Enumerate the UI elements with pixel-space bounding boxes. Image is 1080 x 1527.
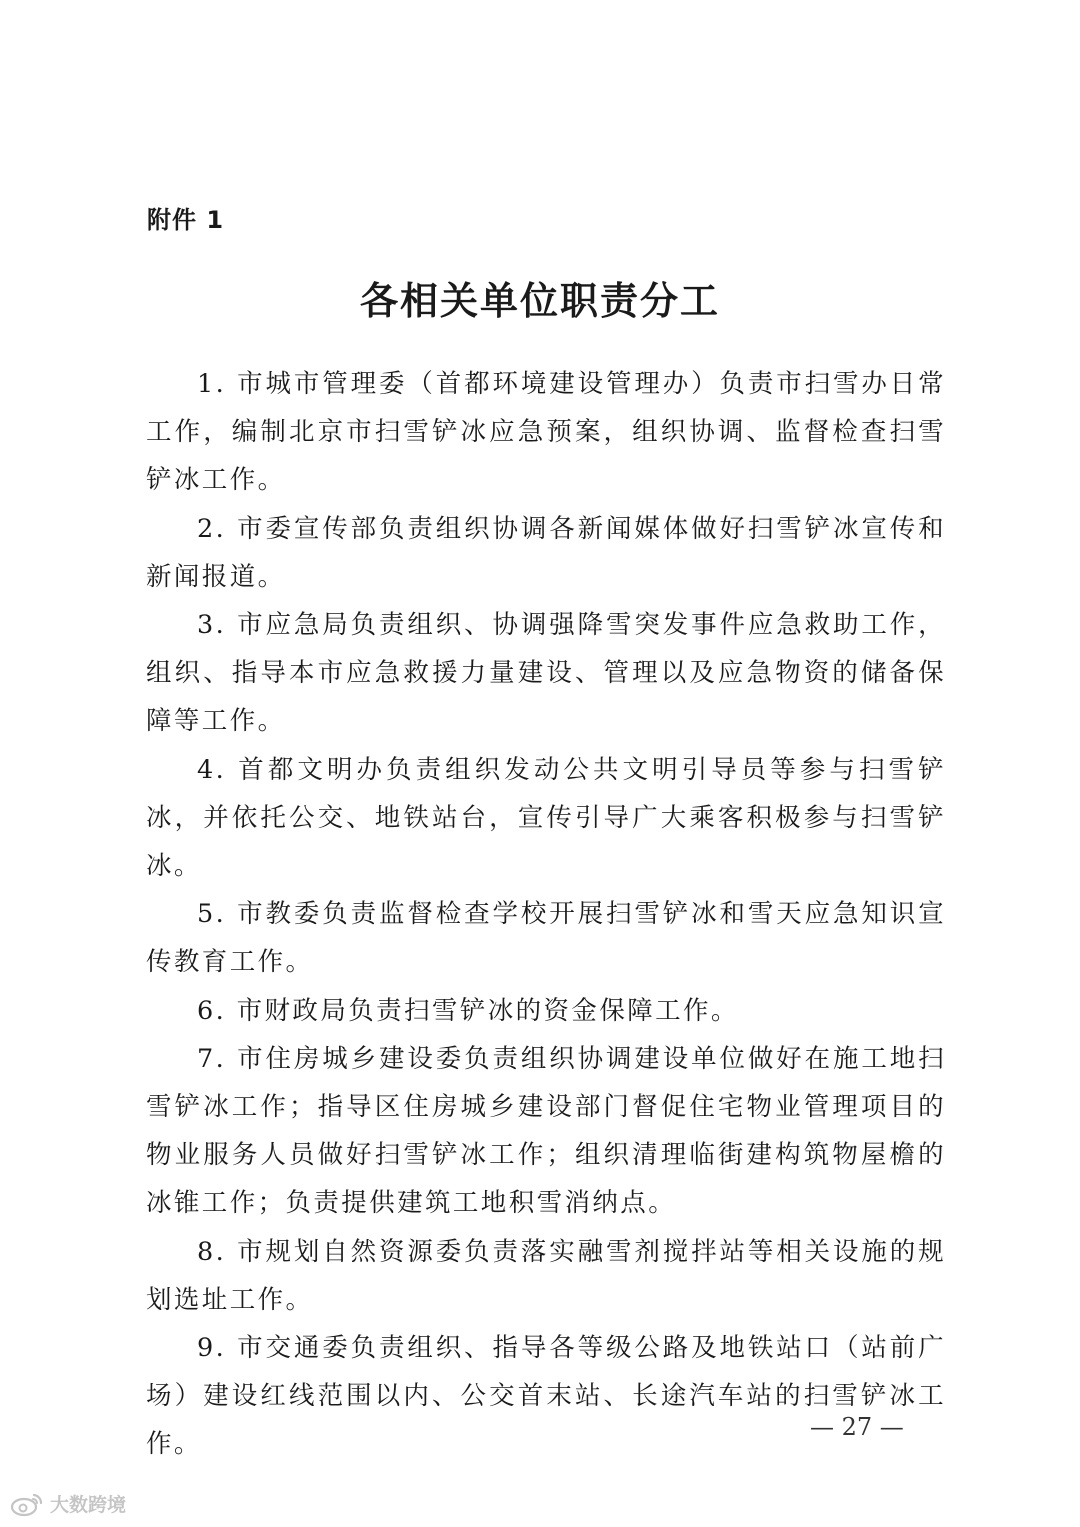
page-number: — 27 — [810,1413,904,1441]
paragraph-6: 6. 市财政局负责扫雪铲冰的资金保障工作。 [197,995,739,1026]
paragraph-4: 4. 首都文明办负责组织发动公共文明引导员等参与扫雪铲冰，并依托公交、地铁站台，宣传引导广大乘客积极参与扫雪铲冰。 [146,754,946,882]
watermark [10,1490,126,1517]
paragraph-8: 8. 市规划自然资源委负责落实融雪剂搅拌站等相关设施的规划选址工作。 [146,1236,946,1315]
document-body [146,360,946,1469]
attachment-label: 附件 1 [147,206,225,234]
paragraph-7: 7. 市住房城乡建设委负责组织协调建设单位做好在施工地扫雪铲冰工作；指导区住房城乡建设部门督促住宅物业管理项目的物业服务人员做好扫雪铲冰工作；组织清理临街建构筑物屋檐的冰锥工作；负责提供建筑工地积雪消纳点。 [146,1043,946,1219]
weibo-logo-icon [10,1491,44,1517]
paragraph-3: 3. 市应急局负责组织、协调强降雪突发事件应急救助工作，组织、指导本市应急救援力量建设、管理以及应急物资的储备保障等工作。 [146,610,946,737]
watermark-text: 大数跨境 [50,1494,127,1516]
paragraph-1: 1. 市城市管理委（首都环境建设管理办）负责市扫雪办日常工作，编制北京市扫雪铲冰应急预案，组织协调、监督检查扫雪铲冰工作。 [146,369,946,496]
paragraph-9: 9. 市交通委负责组织、指导各等级公路及地铁站口（站前广场）建设红线范围以内、公交首末站、长途汽车站的扫雪铲冰工作。 [146,1333,946,1460]
document-title: 各相关单位职责分工 [359,279,720,323]
paragraph-5: 5. 市教委负责监督检查学校开展扫雪铲冰和雪天应急知识宣传教育工作。 [146,899,946,978]
paragraph-2: 2. 市委宣传部负责组织协调各新闻媒体做好扫雪铲冰宣传和新闻报道。 [146,513,946,592]
